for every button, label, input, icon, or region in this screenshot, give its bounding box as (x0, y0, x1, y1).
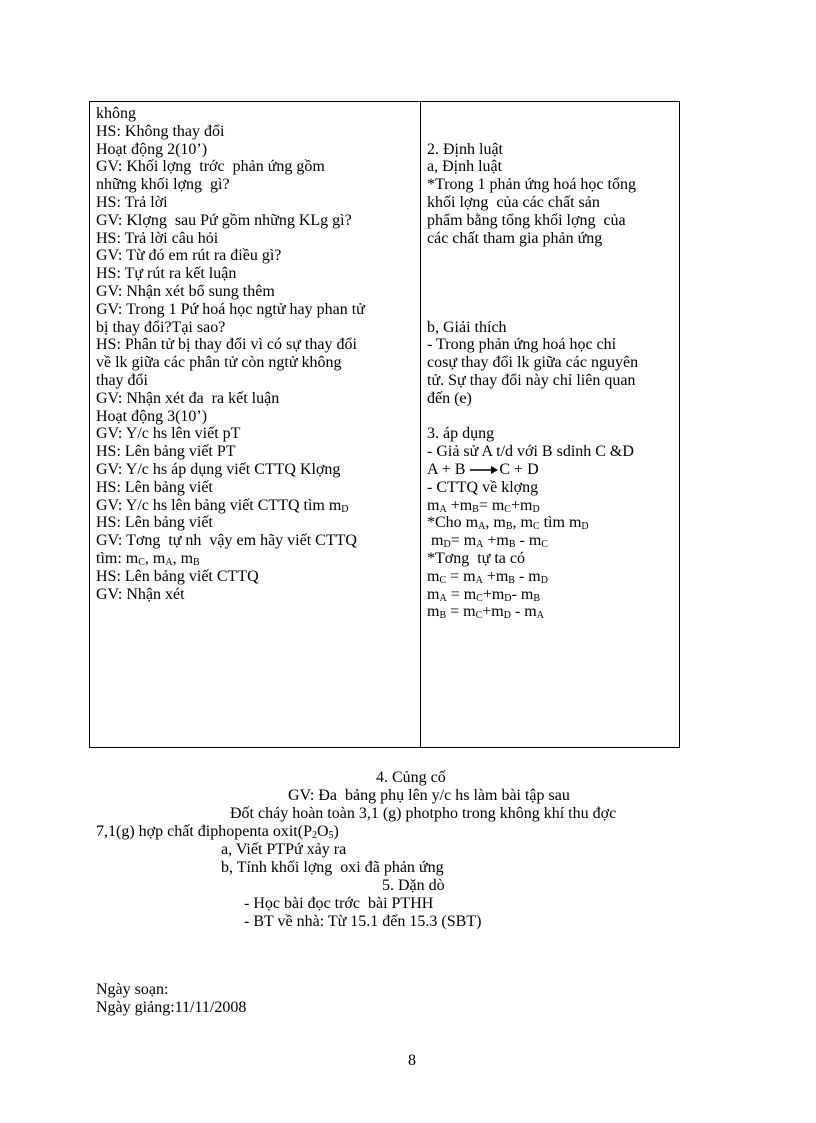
table-line: HS: Trả lời (96, 193, 168, 211)
table-line: GV: Khối lợng trớc phản ứng gồm (96, 158, 325, 176)
table-line: HS: Không thay đổi (96, 122, 225, 140)
table-line: HS: Lên bảng viết (96, 478, 213, 496)
table-line: HS: Lên bảng viết PT (96, 443, 236, 461)
table-line: HS: Tự rút ra kết luận (96, 265, 237, 283)
table-line: Hoạt động 3(10’) (96, 407, 208, 425)
exercise-question: b, Tính khối lợng oxi đã phản ứng (221, 859, 444, 876)
table-line: HS: Phân tử bị thay đổi vì có sự thay đổi (96, 336, 357, 354)
table-line: - Trong phản ứng hoá học chỉ (427, 336, 617, 354)
table-line: những khối lợng gì? (96, 176, 230, 194)
table-line: GV: Từ đó em rút ra điều gì? (96, 247, 282, 265)
table-line: đến (e) (427, 389, 472, 407)
table-line: cosự thay đổi lk giữa các nguyên (427, 354, 639, 372)
table-line: khối lợng của các chất sản (427, 193, 600, 211)
table-line: bị thay đổi?Tại sao? (96, 318, 226, 336)
table-line: GV: Y/c hs lên viết pT (96, 425, 241, 443)
exercise-text: 7,1(g) hợp chất điphopenta $oxit(P_2O_5)$ (96, 823, 339, 841)
table-line: về lk giữa các phân tử còn ngtử không (96, 354, 342, 372)
reaction-equation: A + B C + D (427, 460, 539, 478)
table-line: - Giả sử A t/d với B sdinh C &D (427, 443, 634, 461)
table-line: GV: Nhận xét bổ sung thêm (96, 282, 275, 300)
table-line: HS: Lên bảng viết (96, 514, 213, 532)
formula-line: $m_D= m_A +m_B - m_C$ (431, 532, 548, 551)
formula-line: $m_B = m_C+m_D - m_A$ (427, 603, 544, 622)
table-line: GV: Y/c hs áp dụng viết CTTQ Klợng (96, 460, 341, 478)
table-line: không (96, 105, 136, 122)
arrow-right-icon (469, 464, 499, 476)
formula-line: $m_C = m_A +m_B - m_D$ (427, 567, 548, 586)
table-line: GV: Trong 1 Pứ hoá học ngtử hay phan tử (96, 300, 365, 318)
table-line: HS: Trả lời câu hỏi (96, 229, 219, 247)
table-line: HS: Lên bảng viết CTTQ (96, 567, 259, 585)
homework-heading: 5. Dặn dò (382, 877, 445, 894)
formula-line: $m_A +m_B= m_C+m_D$ (427, 496, 540, 515)
table-line: phẩm bằng tổng khối lợng của (427, 211, 626, 229)
lesson-content-column (427, 105, 677, 621)
table-line: *Trong 1 phản ứng hoá học tổng (427, 176, 636, 194)
table-line: a, Định luật (427, 158, 503, 176)
table-line: thay đổi (96, 371, 148, 389)
table-line: GV: Y/c hs lên bảng viết CTTQ tìm $m_D$ (96, 496, 349, 515)
lesson-table (89, 101, 680, 748)
section-heading: 2. Định luật (427, 140, 503, 158)
exercise-instruction: GV: Đa bảng phụ lên y/c hs làm bài tập sau (288, 787, 570, 804)
table-line: GV: Nhận xét đa ra kết luận (96, 389, 280, 407)
table-line: tìm: $m_C$, $m_A$, $m_B$ (96, 549, 200, 568)
table-line: *Tơng tự ta có (427, 549, 525, 567)
teacher-student-activities-column (96, 105, 414, 603)
formula-line: $m_A = m_C+m_D-$ $m_B$ (427, 585, 540, 604)
section-heading: b, Giải thích (427, 318, 507, 336)
table-line: các chất tham gia phản ứng (427, 229, 603, 247)
table-line: GV: Nhận xét (96, 585, 185, 603)
prep-date: Ngày soạn: (96, 981, 169, 998)
section-heading: 3. áp dụng (427, 425, 495, 443)
table-line: - CTTQ về klợng (427, 478, 539, 496)
table-line: Hoạt động 2(10’) (96, 140, 208, 158)
column-divider (420, 102, 421, 747)
exercise-text: Đốt cháy hoàn toàn 3,1 (g) photpho trong không khí thu đợc (230, 805, 617, 822)
table-line: GV: Klợng sau Pứ gồm những KLg gì? (96, 211, 352, 229)
homework-item: - BT về nhà: Từ 15.1 đến 15.3 (SBT) (244, 913, 482, 930)
exercise-question: a, Viết PTPứ xảy ra (221, 841, 347, 858)
formula-line: *Cho $m_A$, $m_B$, $m_C$ tìm $m_D$ (427, 514, 589, 533)
page-number: 8 (408, 1052, 416, 1069)
table-line: tử. Sự thay đổi này chỉ liên quan (427, 371, 636, 389)
teach-date: Ngày giảng:11/11/2008 (96, 999, 247, 1016)
consolidation-heading: 4. Củng cố (376, 769, 446, 786)
table-line: GV: Tơng tự nh vậy em hãy viết CTTQ (96, 532, 357, 550)
homework-item: - Học bài đọc trớc bài PTHH (244, 895, 434, 912)
